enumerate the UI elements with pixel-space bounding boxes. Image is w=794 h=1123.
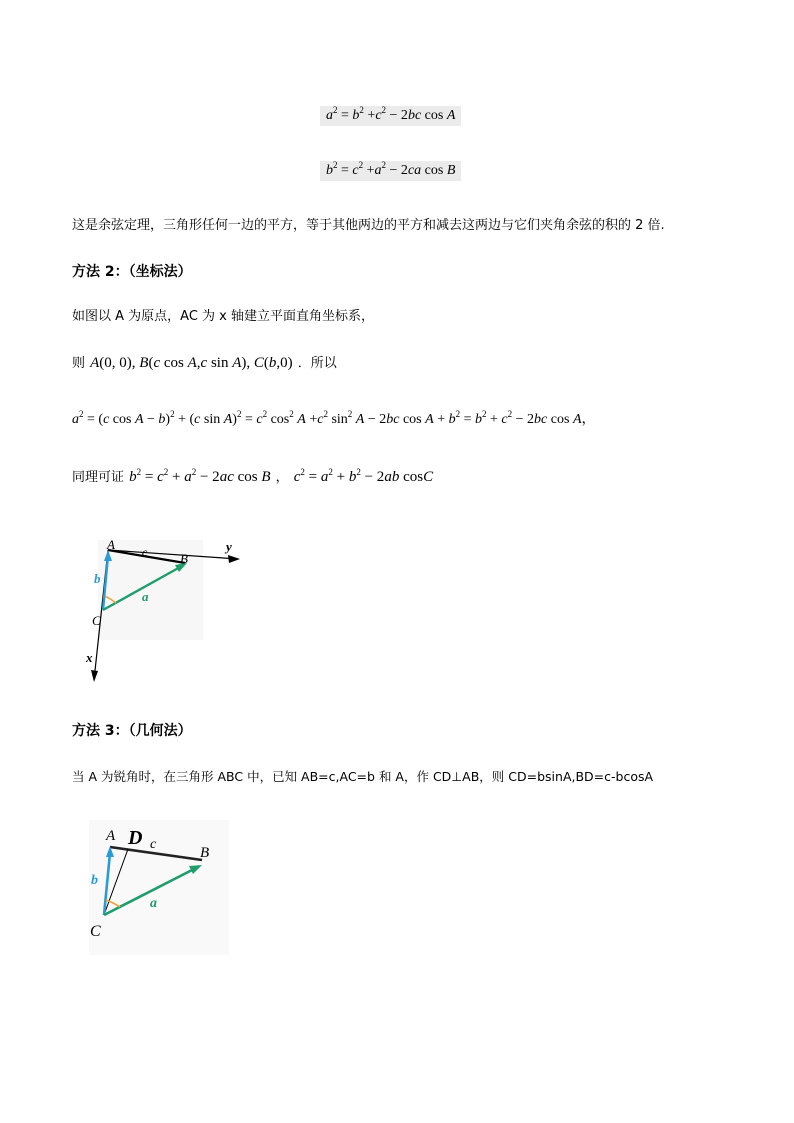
method2-derivation: $a^2 = (c$ cos A − b)$^2$ + (c $\sin A)^2 = c^2$ $\cos^2 A +c^2$ $\sin^2 A - 2bc$ $\cos A + b^2 = b^2 + c^2 - 2bc$ cos A，	[72, 409, 596, 427]
label-b: b	[91, 873, 98, 888]
label-C: C	[90, 923, 101, 940]
formula-law-b: $b^2 = c^2 +a^2 - 2ca$ cos B	[320, 161, 461, 181]
similar-sep: ，	[275, 470, 289, 485]
points-math: A(0, 0), B(c cos A,c sin A), C(b,0)	[90, 355, 293, 371]
figure-coordinate-triangle	[78, 530, 248, 690]
method3-text: 当 A 为锐角时，在三角形 ABC 中，已知 AB=c,AC=b 和 A，作 CD⊥AB，则 CD=bsinA,BD=c-bcosA	[72, 769, 654, 784]
paragraph-cosine: 这是余弦定理，三角形任何一边的平方，等于其他两边的平方和减去这两边与它们夹角余弦的积的 2 倍.	[72, 218, 665, 233]
label-x: x	[86, 650, 93, 665]
label-b: b	[94, 571, 101, 586]
similar-prefix: 同理可证	[72, 470, 125, 485]
method2-heading: 方法 2：（坐标法）	[72, 264, 192, 280]
similar-formula-1: $b^2 = c^2 + a^2 - 2ac$ cos B	[129, 467, 271, 485]
label-y: y	[226, 539, 232, 554]
y-axis-arrow	[228, 555, 240, 563]
label-c: c	[150, 837, 157, 852]
label-a: a	[142, 589, 149, 604]
label-c: c	[142, 545, 148, 559]
method2-similar-line	[72, 466, 433, 486]
points-prefix: 则	[72, 356, 86, 371]
label-C: C	[92, 613, 101, 628]
method3-heading: 方法 3：（几何法）	[72, 723, 192, 739]
label-D: D	[128, 827, 143, 849]
label-A: A	[107, 537, 115, 552]
x-axis-arrow	[91, 670, 98, 682]
similar-formula-2: $c^2 = a^2 + b^2 - 2ab$ cosC	[293, 467, 434, 485]
label-a: a	[150, 896, 157, 911]
label-A: A	[106, 828, 116, 844]
method2-intro: 如图以 A 为原点，AC 为 x 轴建立平面直角坐标系，	[72, 309, 374, 324]
points-suffix: ．所以	[297, 356, 337, 371]
label-B: B	[200, 845, 210, 861]
label-B: B	[180, 551, 188, 566]
formula-law-a: $a^2 = b^2 +c^2 - 2bc$ cos A	[320, 106, 461, 126]
method2-points-line	[72, 352, 337, 372]
figure-geometric-triangle	[84, 815, 234, 960]
